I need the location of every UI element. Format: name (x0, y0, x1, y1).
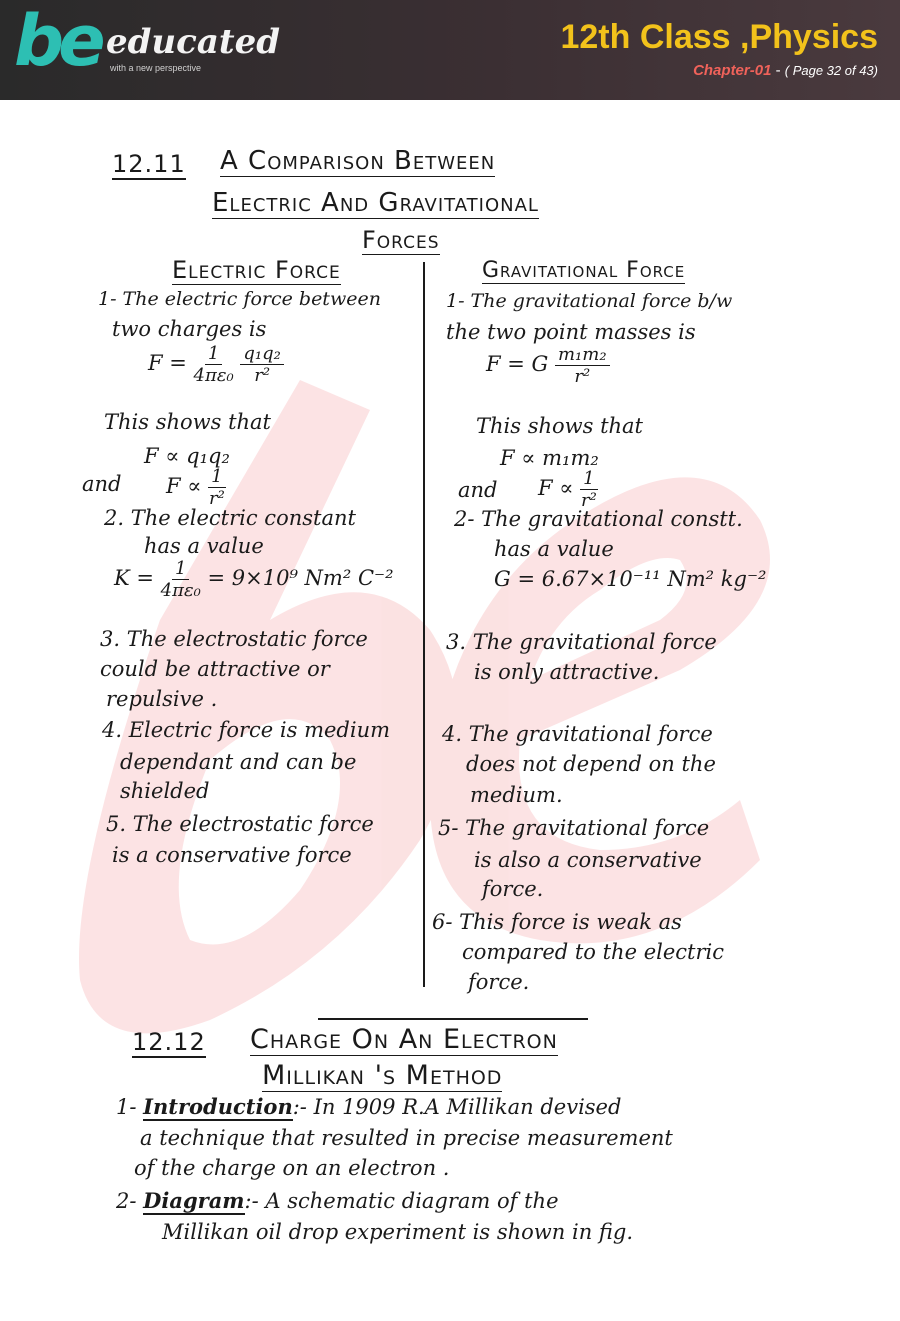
frac-num: q₁q₂ (240, 343, 283, 365)
frac-den: r² (254, 365, 271, 386)
right-point5-line2: is also a conservative (474, 848, 702, 872)
right-g-value: G = 6.67×10⁻¹¹ Nm² kg⁻² (494, 567, 767, 591)
diagram-number: 2- (116, 1189, 137, 1213)
left-point5-line1: 5. The electrostatic force (106, 812, 374, 836)
right-proportion-distance (538, 468, 598, 511)
fraction-1-over-4pie0 (161, 558, 201, 601)
page-header (0, 0, 900, 100)
right-and: and (458, 478, 498, 502)
diagram-label: Diagram (143, 1188, 245, 1213)
right-point6-line2: compared to the electric (462, 940, 724, 964)
right-proportion-masses: F ∝ m₁m₂ (500, 446, 599, 470)
left-point2-line2: has a value (144, 534, 264, 558)
right-column-heading: Gravitational Force (482, 258, 686, 283)
frac-den: 4πε₀ (193, 365, 234, 386)
left-point3-line2: could be attractive or (100, 657, 330, 681)
diagram-line2: Millikan oil drop experiment is shown in fig. (162, 1220, 634, 1244)
logo-wordmark: educated (106, 22, 280, 62)
section2-title-line2: Millikan 's Method (262, 1060, 503, 1091)
page-indicator: ( Page 32 of 43) (784, 63, 878, 78)
formula-lhs: F = G (486, 352, 549, 376)
fraction-1-over-4pie0 (194, 343, 234, 386)
left-point4-line1: 4. Electric force is medium (102, 718, 391, 742)
section1-title-line1: A Comparison Between (220, 146, 496, 176)
section1-title-line2: Electric And Gravitational (212, 188, 539, 218)
left-point3-line1: 3. The electrostatic force (100, 627, 368, 651)
left-and: and (82, 472, 122, 496)
left-point5-line2: is a conservative force (112, 843, 352, 867)
right-point4-line2: does not depend on the (466, 752, 716, 776)
header-dash: - (775, 62, 781, 79)
section-number-12-12: 12.12 (132, 1028, 206, 1056)
frac-num: 1 (172, 558, 189, 580)
left-proportion-distance (166, 466, 226, 509)
right-point1-line1: 1- The gravitational force b/w (446, 290, 733, 312)
diagram-line1 (116, 1188, 559, 1213)
right-point2-line2: has a value (494, 537, 614, 561)
frac-den: r² (580, 490, 597, 511)
right-point2-line1: 2- The gravitational constt. (454, 507, 743, 531)
header-title: 12th Class ,Physics (560, 18, 878, 56)
intro-separator: :- (292, 1095, 307, 1119)
chapter-label: Chapter-01 (693, 62, 772, 79)
frac-den: r² (574, 366, 591, 387)
right-point5-line1: 5- The gravitational force (438, 816, 710, 840)
header-subtitle (693, 62, 878, 79)
k-lhs: K = (114, 566, 154, 590)
intro-line2: a technique that resulted in precise measurement (140, 1126, 673, 1150)
left-point4-line2: dependant and can be (120, 750, 357, 774)
left-point3-line3: repulsive . (106, 687, 218, 711)
right-point6-line3: force. (468, 970, 530, 994)
right-gravitation-formula (486, 344, 610, 387)
left-column-heading: Electric Force (172, 256, 341, 284)
right-point3-line1: 3. The gravitational force (446, 630, 717, 654)
prop-lhs: F ∝ (538, 476, 574, 500)
intro-label: Introduction (143, 1094, 293, 1119)
intro-text1: In 1909 R.A Millikan devised (313, 1095, 622, 1119)
diagram-text1: A schematic diagram of the (265, 1189, 559, 1213)
logo-be-mark: be (14, 0, 100, 82)
left-proportion-charges: F ∝ q₁q₂ (144, 444, 230, 468)
frac-den: r² (208, 488, 225, 509)
right-point6-line1: 6- This force is weak as (432, 910, 682, 934)
fraction-q1q2-over-r2 (240, 343, 283, 386)
frac-num: 1 (205, 343, 222, 365)
section-number-12-11: 12.11 (112, 150, 186, 178)
beeducated-logo (10, 0, 280, 94)
left-point2-line1: 2. The electric constant (104, 506, 356, 530)
frac-num: 1 (208, 466, 225, 488)
right-shows-that: This shows that (476, 414, 643, 438)
right-point4-line1: 4. The gravitational force (442, 722, 713, 746)
right-point1-line2: the two point masses is (446, 320, 696, 344)
formula-lhs: F = (148, 351, 187, 375)
column-divider (423, 262, 425, 987)
logo-tagline: with a new perspective (110, 63, 202, 73)
right-point3-line2: is only attractive. (474, 660, 660, 684)
section-separator-line (318, 1018, 588, 1020)
left-point1-line2: two charges is (112, 317, 267, 341)
frac-den: 4πε₀ (160, 580, 201, 601)
left-point4-line3: shielded (120, 779, 210, 803)
frac-num: 1 (580, 468, 597, 490)
fraction-m1m2-over-r2 (555, 344, 610, 387)
k-value: = 9×10⁹ Nm² C⁻² (207, 566, 394, 590)
left-k-formula (114, 558, 394, 601)
fraction-1-over-r2 (208, 466, 225, 509)
fraction-1-over-r2 (580, 468, 597, 511)
section1-title-line3: Forces (362, 226, 440, 254)
left-coulomb-formula (148, 343, 284, 386)
intro-line3: of the charge on an electron . (134, 1156, 450, 1180)
left-point1-line1: 1- The electric force between (98, 288, 381, 310)
section2-title-line1: Charge On An Electron (250, 1024, 558, 1055)
intro-line1 (116, 1094, 621, 1119)
prop-lhs: F ∝ (166, 474, 202, 498)
diagram-separator: :- (244, 1189, 259, 1213)
frac-num: m₁m₂ (555, 344, 610, 366)
right-point5-line3: force. (482, 877, 544, 901)
intro-number: 1- (116, 1095, 137, 1119)
left-shows-that: This shows that (104, 410, 271, 434)
right-point4-line3: medium. (470, 783, 563, 807)
